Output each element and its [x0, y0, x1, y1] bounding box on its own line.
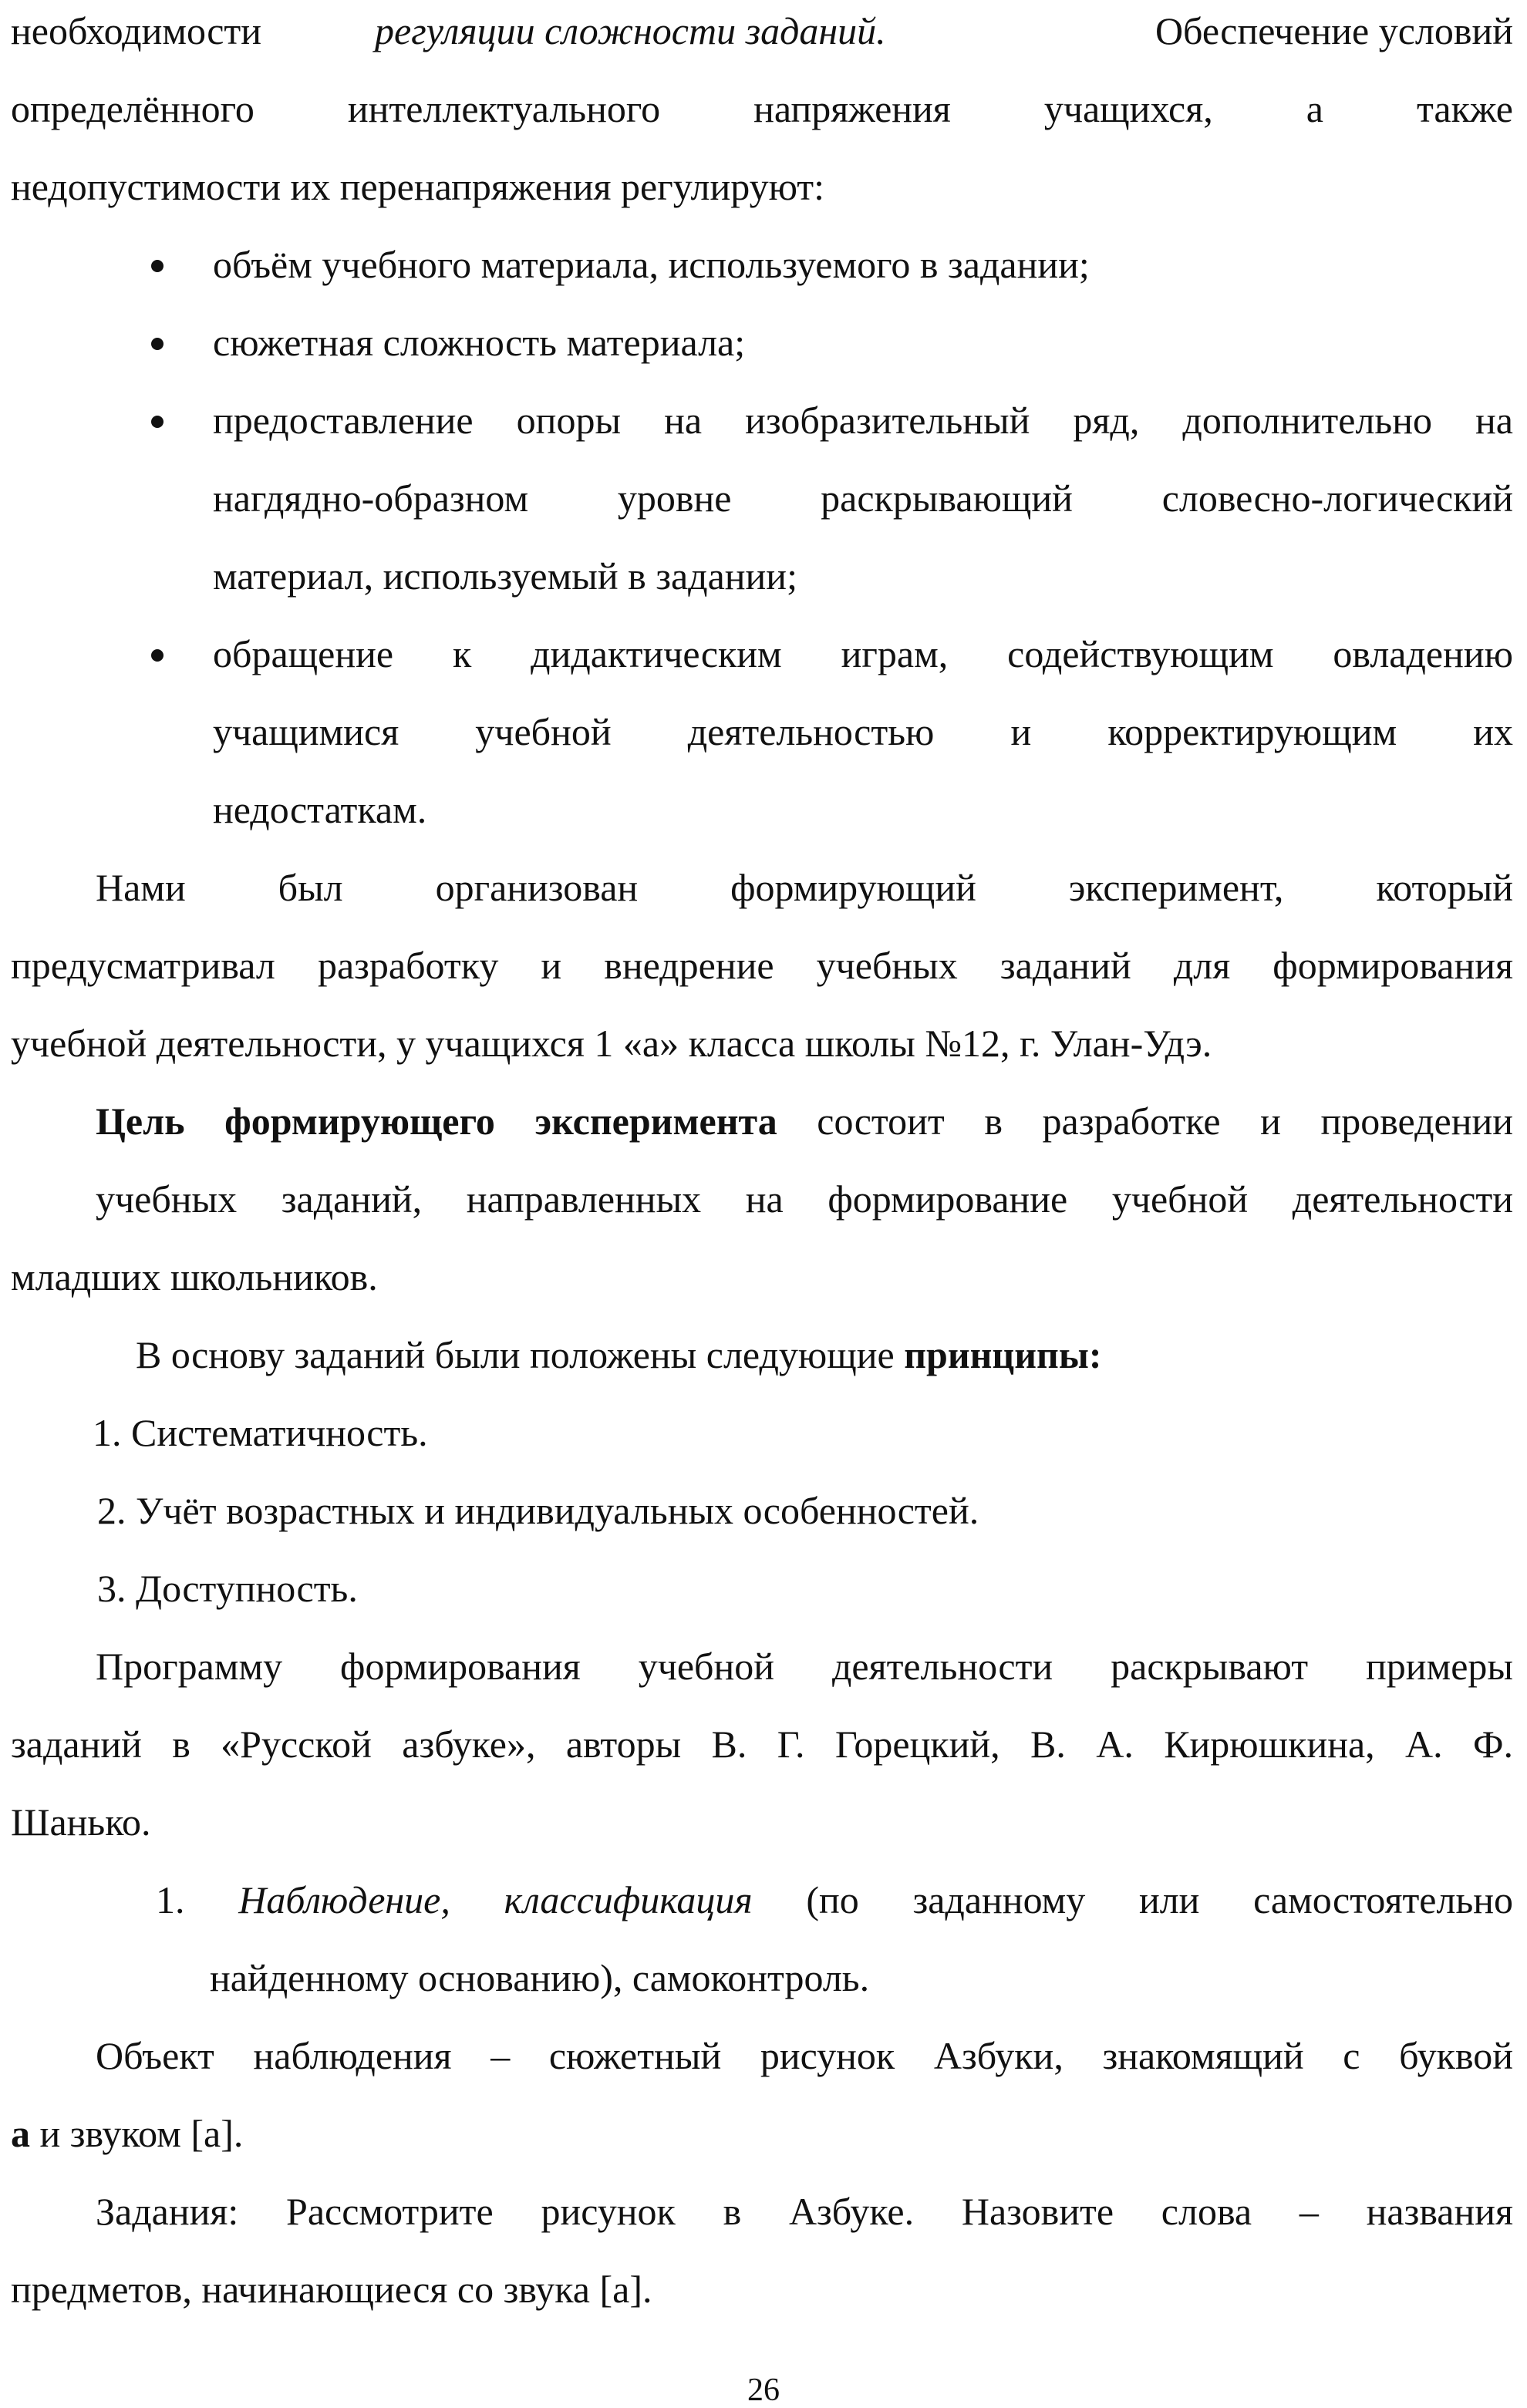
- paragraph-line: учебных заданий, направленных на формирование учебной деятельности: [96, 1177, 1513, 1221]
- italic-phrase: регуляции сложности заданий.: [375, 9, 886, 52]
- paragraph-line: необходимости регуляции сложности заданий. Обеспечение условий: [11, 9, 1513, 52]
- bold-phrase: принципы:: [904, 1333, 1102, 1376]
- bullet-item: предоставление опоры на изобразительный ряд, дополнительно на: [213, 399, 1513, 442]
- bullet-item: обращение к дидактическим играм, содействующим овладению: [213, 632, 1513, 675]
- numbered-item: 1. Наблюдение, классификация (по заданному или самостоятельно: [156, 1878, 1513, 1921]
- bullet-item-continuation: недостаткам.: [213, 788, 427, 831]
- paragraph-line: предметов, начинающиеся со звука [а].: [11, 2268, 652, 2311]
- page-number: 26: [747, 2373, 780, 2408]
- paragraph-line: определённого интеллектуального напряжения учащихся, а также: [11, 87, 1513, 130]
- bullet-icon: [151, 416, 163, 428]
- paragraph-line: Шанько.: [11, 1800, 151, 1844]
- numbered-item-continuation: найденному основанию), самоконтроль.: [210, 1956, 870, 1999]
- paragraph-line: В основу заданий были положены следующие принципы:: [136, 1333, 1102, 1376]
- paragraph-line: Программу формирования учебной деятельности раскрывают примеры: [96, 1645, 1513, 1688]
- bullet-icon: [151, 260, 163, 272]
- bullet-icon: [151, 649, 163, 662]
- paragraph-line: Нами был организован формирующий эксперимент, который: [96, 866, 1513, 909]
- bold-letter: а: [11, 2112, 30, 2155]
- paragraph-line: Цель формирующего эксперимента состоит в разработке и проведении: [96, 1100, 1513, 1143]
- bold-phrase: Цель формирующего эксперимента: [96, 1100, 777, 1143]
- principle-item: 1. Систематичность.: [93, 1411, 428, 1454]
- bullet-item-continuation: учащимися учебной деятельностью и корректирующим их: [213, 710, 1513, 753]
- paragraph-line: младших школьников.: [11, 1255, 378, 1298]
- italic-phrase: Наблюдение, классификация: [238, 1878, 753, 1921]
- bullet-item: сюжетная сложность материала;: [213, 321, 746, 364]
- paragraph-line: Объект наблюдения – сюжетный рисунок Азбуки, знакомящий с буквой: [96, 2034, 1513, 2077]
- bullet-icon: [151, 338, 163, 350]
- paragraph-line: а и звуком [а].: [11, 2112, 244, 2155]
- paragraph-line: предусматривал разработку и внедрение учебных заданий для формирования: [11, 944, 1513, 987]
- paragraph-line: учебной деятельности, у учащихся 1 «а» класса школы №12, г. Улан-Удэ.: [11, 1022, 1212, 1065]
- bullet-item-continuation: нагдядно-образном уровне раскрывающий словесно-логический: [213, 477, 1513, 520]
- principle-item: 2. Учёт возрастных и индивидуальных особенностей.: [97, 1489, 979, 1532]
- paragraph-line: Задания: Рассмотрите рисунок в Азбуке. Назовите слова – названия: [96, 2190, 1513, 2233]
- bullet-item: объём учебного материала, используемого в задании;: [213, 243, 1090, 286]
- principle-item: 3. Доступность.: [97, 1567, 358, 1610]
- paragraph-line: недопустимости их перенапряжения регулируют:: [11, 165, 825, 208]
- paragraph-line: заданий в «Русской азбуке», авторы В. Г. Горецкий, В. А. Кирюшкина, А. Ф.: [11, 1723, 1513, 1766]
- bullet-item-continuation: материал, используемый в задании;: [213, 554, 797, 598]
